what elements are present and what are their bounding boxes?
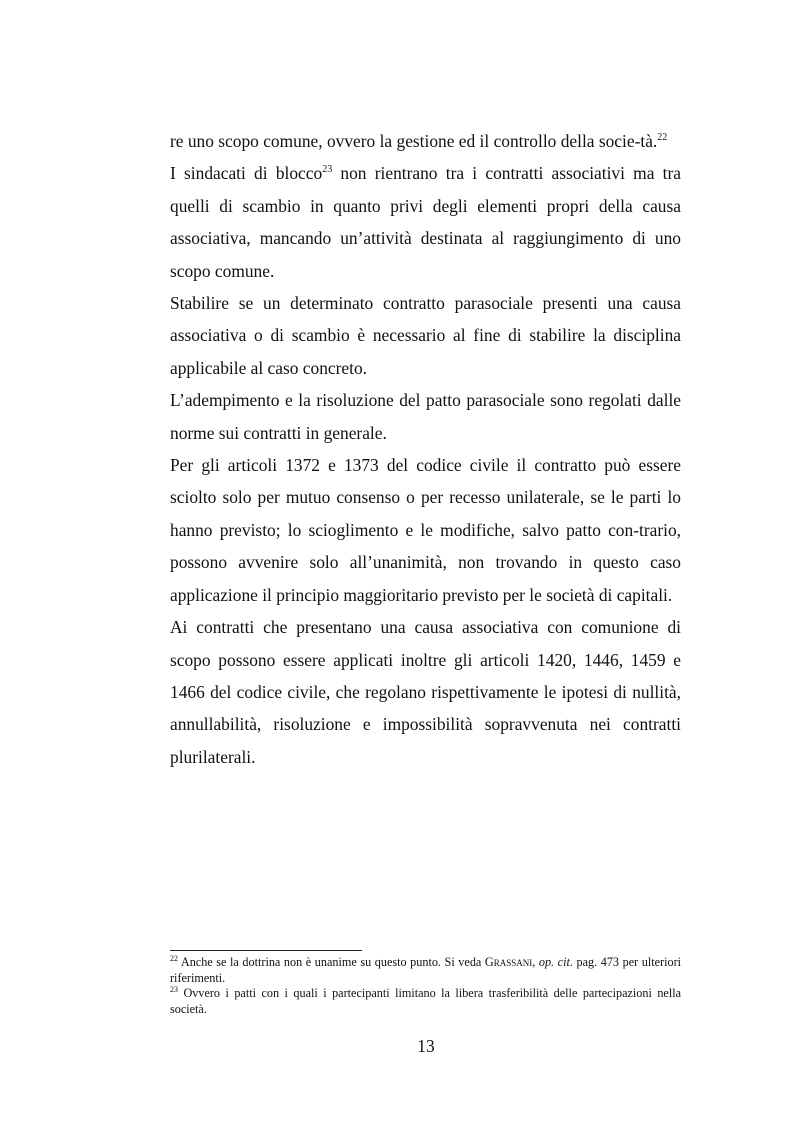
footnote-23-text: Ovvero i patti con i quali i partecipanti limitano la libera trasferibilità delle partecipazioni nella società.	[170, 986, 681, 1016]
footnote-22-text-after: . pag. 473 per ulteriori riferimenti.	[170, 955, 682, 985]
page-body	[170, 125, 681, 773]
footnote-22-author: Grassani	[484, 955, 533, 969]
footnote-ref-23: 23	[322, 164, 333, 176]
footnote-22-text: Anche se la dottrina non è unanime su questo punto. Si veda	[178, 955, 485, 969]
footnote-22	[170, 955, 681, 986]
footnotes	[170, 955, 681, 1017]
paragraph-3: Stabilire se un determinato contratto parasociale presenti una causa associativa o di scambio è necessario al fine di stabilire la disciplina applicabile al caso concreto.	[170, 293, 681, 378]
paragraph-5: Per gli articoli 1372 e 1373 del codice civile il contratto può essere sciolto solo per mutuo consenso o per recesso unilaterale, se le parti lo hanno previsto; lo scioglimento e le modifiche, salvo patto con-trario, possono avvenire solo all’unanimità, non trovando in questo caso applicazione il principio maggioritario previsto per le società di capitali.	[170, 455, 681, 605]
paragraph-2-text-end: non rientrano tra i contratti associativi ma tra quelli di scambio in quanto privi degli elementi propri della causa associativa, mancando un’attività destinata al raggiungimento di uno scopo comune.	[170, 163, 681, 281]
footnote-22-separator: ,	[532, 955, 539, 969]
paragraph-1	[170, 125, 681, 157]
footnote-separator	[170, 950, 362, 951]
page-number: 13	[417, 1036, 435, 1056]
paragraph-1-text: re uno scopo comune, ovvero la gestione ed il controllo della socie-tà.	[170, 131, 658, 151]
footnote-ref-22: 22	[657, 132, 668, 143]
footnote-23	[170, 986, 681, 1017]
paragraph-2	[170, 157, 681, 287]
paragraph-2-text-start: I sindacati di blocco	[170, 163, 323, 184]
footnote-22-citation: op. cit	[538, 955, 570, 969]
paragraph-4: L’adempimento e la risoluzione del patto parasociale sono regolati dalle norme sui contratti in generale.	[170, 390, 681, 443]
paragraph-6: Ai contratti che presentano una causa associativa con comunione di scopo possono essere applicati inoltre gli articoli 1420, 1446, 1459 e 1466 del codice civile, che regolano rispettivamente le ipotesi di nullità, annullabilità, risoluzione e impossibilità sopravvenuta nei contratti plurilaterali.	[170, 617, 681, 767]
footnote-22-number: 22	[170, 954, 178, 963]
footnote-23-number: 23	[170, 985, 178, 995]
